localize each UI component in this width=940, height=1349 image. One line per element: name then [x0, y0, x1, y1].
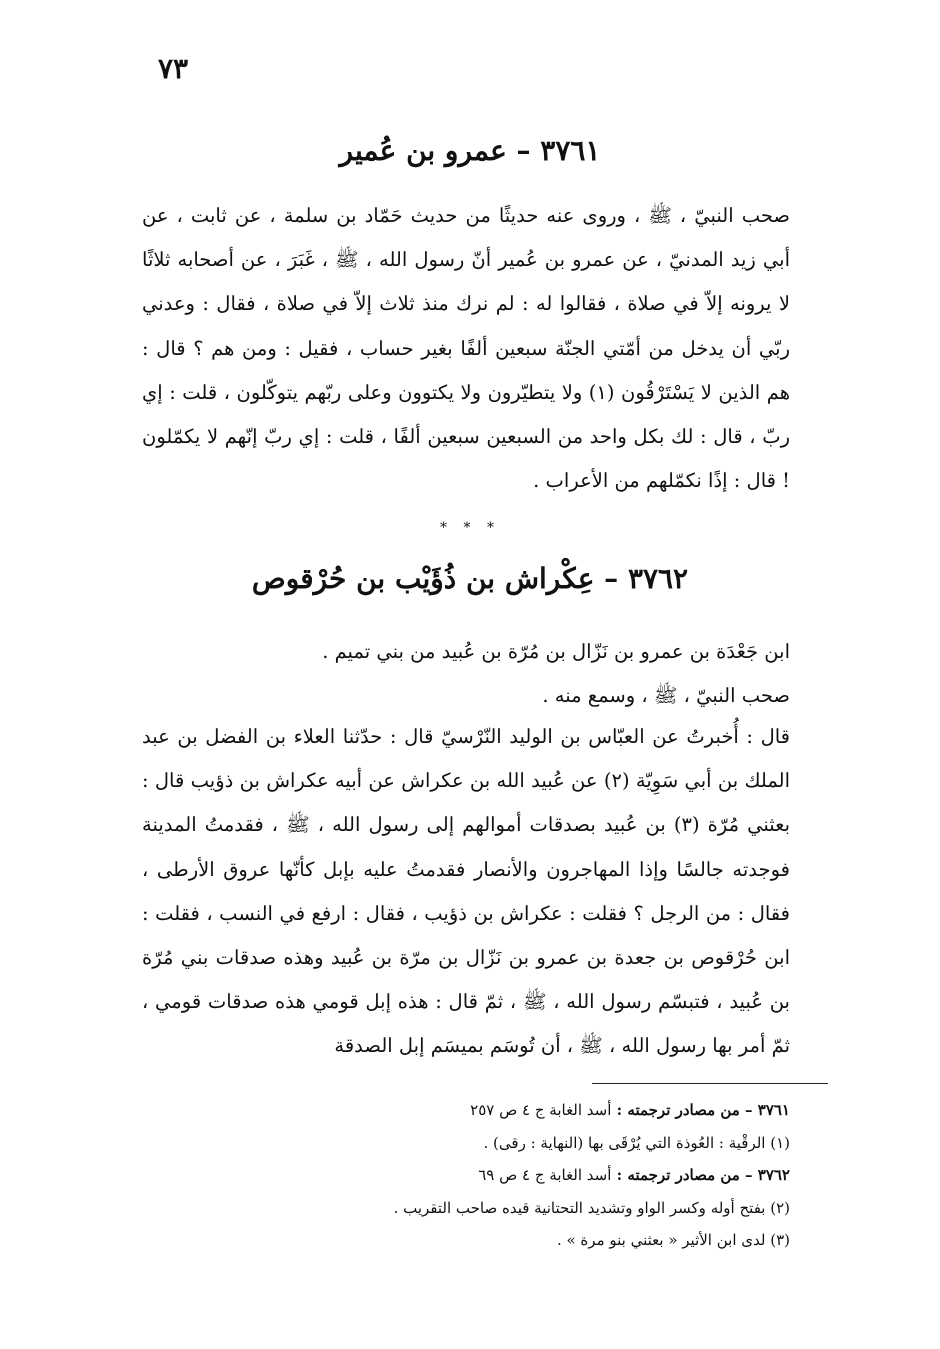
footnote-3762-sources: [150, 1159, 790, 1192]
footnote-3761-source: أسد الغابة ج ٤ ص ٢٥٧: [470, 1101, 612, 1119]
entry-3762-intro: [142, 630, 790, 718]
section-separator: * * *: [440, 520, 500, 536]
footnote-3762-label: ٣٧٦٢ – من مصادر ترجمته :: [616, 1166, 790, 1184]
entry-3762-body: قال : أُخبرتُ عن العبّاس بن الوليد النّرْسيّ قال : حدّثنا العلاء بن الفضل بن عبد الملك بن أبي سَوِيّة (٢) عن عُبيد الله بن عكراش عن أبيه عكراش بن ذؤيب قال : بعثني مُرّة (٣) بن عُبيد بصدقات أموالهم إلى رسول الله ، ﷺ ، فقدمتُ المدينة فوجدته جالسًا وإذا المهاجرون والأنصار فقدمتُ عليه بإبل كأنّها عروق الأرطى ، فقال : من الرجل ؟ فقلت : عكراش بن ذؤيب ، فقال : ارفع في النسب ، فقلت : ابن حُرْقوص بن جعدة بن عمرو بن نَزّال بن مرّة بن عُبيد وهذه صدقات بني مُرّة بن عُبيد ، فتبسّم رسول الله ، ﷺ ، ثمّ قال : هذه إبل قومي هذه صدقات قومي ، ثمّ أمر بها رسول الله ، ﷺ ، أن تُوسَم بميسَم إبل الصدقة: [142, 725, 790, 1058]
page-number: ٧٣: [158, 52, 189, 85]
footnote-3762-source: أسد الغابة ج ٤ ص ٦٩: [478, 1166, 612, 1184]
entry-3761-body: صحب النبيّ ، ﷺ ، وروى عنه حديثًا من حديث حَمّاد بن سلمة ، عن ثابت ، عن أبي زيد المدنيّ ، عن عمرو بن عُمير أنّ رسول الله ، ﷺ ، غَبَرَ ، عن أصحابه ثلاثًا لا يرونه إلاّ في صلاة ، فقالوا له : لم نرك منذ ثلاث إلاّ في صلاة ، فقال : وعدني ربّي أن يدخل من أمّتي الجنّة سبعين ألفًا بغير حساب ، فقيل : ومن هم ؟ قال : هم الذين لا يَسْتَرْقُون (١) ولا يتطيّرون ولا يكتوون وعلى ربّهم يتوكّلون ، قلت : إي ربّ ، قال : لك بكل واحد من السبعين سبعين ألفًا ، قلت : إي ربّ إنّهم لا يكمّلون ! قال : إذًا نكمّلهم من الأعراب .: [142, 204, 790, 493]
footnote-3: (٣) لدى ابن الأثير « بعثني بنو مرة » .: [556, 1231, 790, 1249]
entry-3762-heading: ٣٧٦٢ – عِكْراش بن ذُؤَيْب بن حُرْقوص: [251, 562, 689, 595]
footnote-1: (١) الرقْية : العُوذة التي يُرْقَى بها (النهاية : رقى) .: [483, 1133, 790, 1152]
footnote-2: (٢) بفتح أوله وكسر الواو وتشديد التحتانية قيده صاحب التقريب .: [393, 1198, 790, 1217]
footnote-3761-sources: [150, 1094, 790, 1127]
entry-3762-lineage-line: ابن جَعْدَة بن عمرو بن نَزّال بن مُرّة بن عُبيد من بني تميم .: [322, 640, 790, 663]
footnote-divider: [592, 1083, 828, 1084]
footnote-3761-label: ٣٧٦١ – من مصادر ترجمته :: [616, 1101, 790, 1119]
footnotes: [150, 1094, 790, 1257]
entry-3761-heading: ٣٧٦١ – عمرو بن عُمير: [339, 134, 601, 167]
entry-3762-companion-line: صحب النبيّ ، ﷺ ، وسمع منه .: [542, 684, 790, 708]
